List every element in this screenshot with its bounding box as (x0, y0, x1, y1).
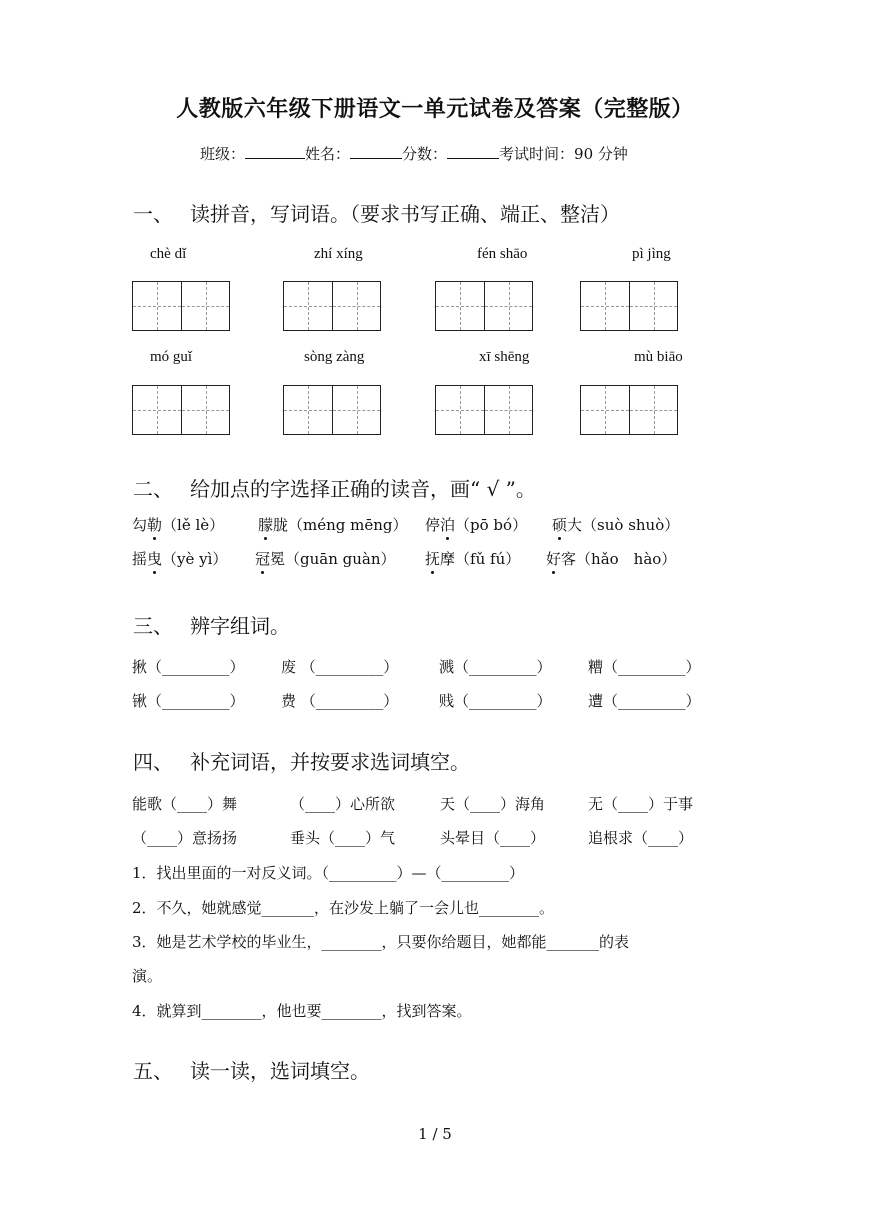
section-number: 一、 (133, 202, 173, 226)
name-blank (350, 144, 402, 159)
section-number: 二、 (133, 477, 173, 501)
word-fill-item[interactable]: 溅（_________） (439, 658, 552, 676)
pronunciation-item[interactable] (255, 548, 396, 569)
reading-options: （fǔ fú） (455, 550, 521, 568)
section-3-heading (133, 610, 290, 639)
pronunciation-item[interactable] (132, 514, 224, 535)
word-fill-item[interactable]: 糟（_________） (588, 658, 701, 676)
reading-options: （hǎo hào） (576, 550, 677, 568)
reading-options: （suò shuò） (582, 516, 680, 534)
class-blank (245, 144, 305, 159)
section-number: 四、 (133, 750, 173, 774)
section-1-heading (133, 198, 620, 227)
dotted-char: 泊 (440, 516, 456, 534)
writing-grid[interactable] (132, 281, 230, 331)
name-label: 姓名： (305, 145, 351, 163)
reading-options: （pō bó） (455, 516, 528, 534)
dotted-char: 曳 (147, 550, 163, 568)
char: 摇 (132, 550, 148, 568)
pronunciation-item[interactable] (546, 548, 676, 569)
score-label: 分数： (402, 145, 448, 163)
pinyin-label: mó guǐ (150, 349, 193, 365)
question-3[interactable]: 3．她是艺术学校的毕业生，________，只要你给题目，她都能_______的表 (132, 933, 630, 951)
dotted-char: 好 (546, 550, 562, 568)
writing-grid[interactable] (283, 281, 381, 331)
dotted-char: 朦 (258, 516, 274, 534)
section-title: 给加点的字选择正确的读音，画“ √ ”。 (190, 477, 536, 501)
time-label: 考试时间：90 分钟 (499, 145, 628, 163)
section-number: 三、 (133, 614, 173, 638)
idiom-fill-item[interactable]: 头晕目（____） (440, 829, 546, 847)
section-title: 辨字组词。 (190, 614, 290, 638)
section-5-heading (133, 1055, 370, 1084)
word-fill-item[interactable]: 锹（_________） (132, 692, 245, 710)
dotted-char: 冠 (255, 550, 271, 568)
writing-grid[interactable] (435, 385, 533, 435)
dotted-char: 抚 (425, 550, 441, 568)
section-title: 读拼音，写词语。（要求书写正确、端正、整洁） (190, 202, 620, 226)
writing-grid[interactable] (132, 385, 230, 435)
reading-options: （méng mēng） (288, 516, 408, 534)
exam-info (200, 143, 628, 164)
char: 冕 (270, 550, 286, 568)
pinyin-label: mù biāo (634, 349, 683, 365)
char: 大 (567, 516, 583, 534)
idiom-fill-item[interactable]: 能歌（____）舞 (132, 795, 238, 813)
pronunciation-item[interactable] (425, 514, 527, 535)
idiom-fill-item[interactable]: （____）心所欲 (290, 795, 396, 813)
pinyin-label: pì jìng (632, 246, 671, 262)
pronunciation-item[interactable] (425, 548, 520, 569)
word-fill-item[interactable]: 费 （_________） (281, 692, 399, 710)
pronunciation-item[interactable] (132, 548, 227, 569)
dotted-char: 勒 (147, 516, 163, 534)
question-3-continued: 演。 (132, 967, 163, 985)
writing-grid[interactable] (580, 281, 678, 331)
idiom-fill-item[interactable]: （____）意扬扬 (132, 829, 238, 847)
word-fill-item[interactable]: 废 （_________） (281, 658, 399, 676)
word-fill-item[interactable]: 贱（_________） (439, 692, 552, 710)
writing-grid[interactable] (580, 385, 678, 435)
word-fill-item[interactable]: 揪（_________） (132, 658, 245, 676)
pinyin-label: xī shēng (479, 349, 530, 365)
page-title: 人教版六年级下册语文一单元试卷及答案（完整版） (176, 96, 694, 122)
char: 客 (561, 550, 577, 568)
word-fill-item[interactable]: 遭（_________） (588, 692, 701, 710)
class-label: 班级： (200, 145, 246, 163)
question-1[interactable]: 1．找出里面的一对反义词。（_________）—（_________） (132, 864, 525, 882)
char: 摩 (440, 550, 456, 568)
char: 停 (425, 516, 441, 534)
score-blank (447, 144, 499, 159)
section-title: 读一读，选词填空。 (190, 1059, 370, 1083)
pronunciation-item[interactable] (258, 514, 408, 535)
pronunciation-item[interactable] (552, 514, 679, 535)
section-title: 补充词语，并按要求选词填空。 (190, 750, 470, 774)
question-4[interactable]: 4．就算到________，他也要________，找到答案。 (132, 1002, 472, 1020)
idiom-fill-item[interactable]: 垂头（____）气 (290, 829, 396, 847)
pinyin-label: sòng zàng (304, 349, 365, 365)
section-2-heading (133, 473, 536, 502)
reading-options: （yè yì） (162, 550, 228, 568)
dotted-char: 硕 (552, 516, 568, 534)
question-2[interactable]: 2．不久，她就感觉_______，在沙发上躺了一会儿也________。 (132, 899, 555, 917)
section-number: 五、 (133, 1059, 173, 1083)
reading-options: （lě lè） (162, 516, 225, 534)
idiom-fill-item[interactable]: 天（____）海角 (440, 795, 546, 813)
pinyin-label: zhí xíng (314, 246, 363, 262)
idiom-fill-item[interactable]: 无（____）于事 (588, 795, 694, 813)
pinyin-label: fén shāo (477, 246, 528, 262)
section-4-heading (133, 746, 470, 775)
char: 勾 (132, 516, 148, 534)
idiom-fill-item[interactable]: 追根求（____） (588, 829, 694, 847)
page-number: 1 / 5 (418, 1125, 452, 1143)
writing-grid[interactable] (435, 281, 533, 331)
writing-grid[interactable] (283, 385, 381, 435)
reading-options: （guān guàn） (285, 550, 396, 568)
char: 胧 (273, 516, 289, 534)
pinyin-label: chè dǐ (150, 246, 187, 262)
